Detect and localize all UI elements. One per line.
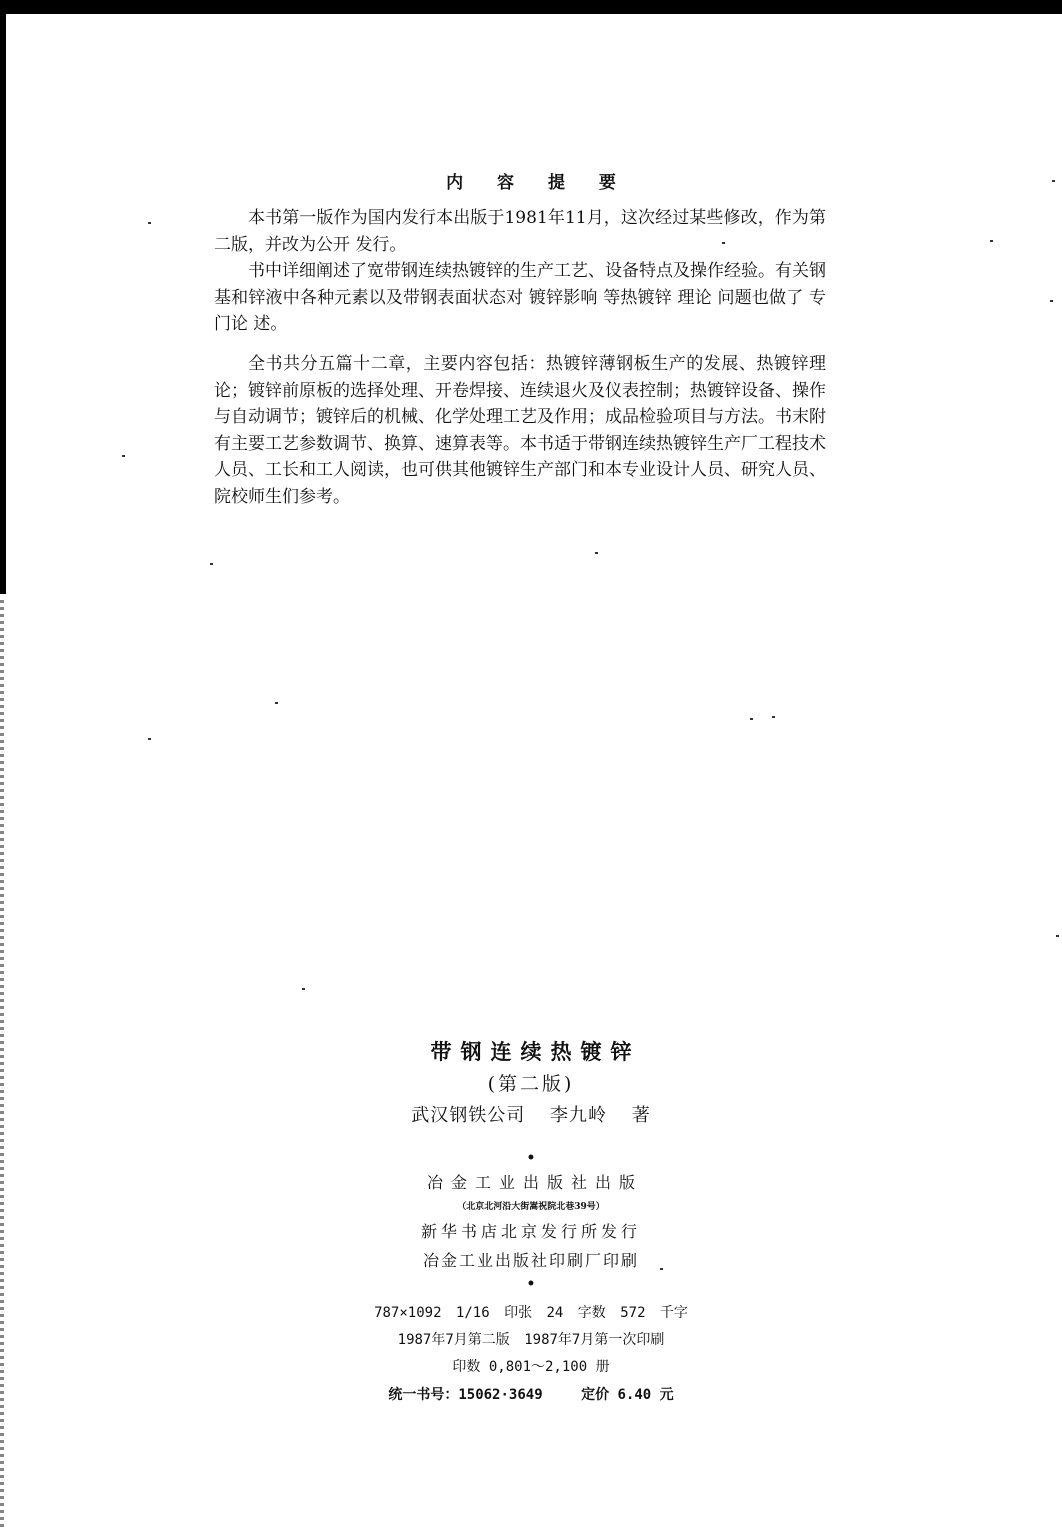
separator-dot: • — [526, 1276, 536, 1292]
format-spec-line: 787×1092 1/16 印张 24 字数 572 千字 — [374, 1305, 688, 1321]
summary-title: 内 容 提 要 — [446, 173, 630, 193]
scan-speck — [122, 455, 125, 457]
distributor-line: 新华书店北京发行所发行 — [420, 1222, 641, 1241]
book-number: 统一书号：15062·3649 — [388, 1387, 543, 1403]
scan-left-border — [0, 14, 6, 594]
scan-speck — [990, 240, 993, 242]
separator-dot: • — [526, 1150, 536, 1166]
edition-label: (第二版) — [487, 1073, 575, 1095]
scan-speck — [1050, 300, 1053, 302]
scan-speck — [772, 716, 775, 718]
scan-speck — [595, 552, 598, 554]
scan-speck — [1056, 935, 1059, 937]
summary-paragraph: 本书第一版作为国内发行本出版于1981年11月，这次经过某些修改，作为第二版，并改为公开 发行。 — [214, 208, 826, 255]
publisher-address: （北京北河沿大街嵩祝院北巷39号） — [457, 1202, 605, 1212]
isbn-price-line — [0, 1384, 1062, 1404]
summary-paragraph: 全书共分五篇十二章，主要内容包括：热镀锌薄钢板生产的发展、热镀锌理论；镀锌前原板的选择处理、开卷焊接、连续退火及仪表控制；热镀锌设备、操作与自动调节；镀锌后的机械、化学处理工艺及作用；成品检验项目与方法。书末附有主要工艺参数调节、换算、速算表等。本书适于带钢连续热镀锌生产厂工程技术人员、工长和工人阅读，也可供其他镀锌生产部门和本专业设计人员、研究人员、院校师生们参考。 — [214, 354, 826, 507]
publisher-line: 冶金工业出版社出版 — [426, 1173, 643, 1192]
scan-speck — [750, 718, 753, 720]
scan-speck — [302, 988, 305, 990]
summary-paragraph: 书中详细阐述了宽带钢连续热镀锌的生产工艺、设备特点及操作经验。有关钢基和锌液中各种元素以及带钢表面状态对 镀锌影响 等热镀锌 理论 问题也做了 专门论 述。 — [214, 261, 826, 334]
author-line: 武汉钢铁公司 李九岭 著 — [411, 1105, 651, 1126]
scan-speck — [210, 563, 213, 565]
edition-dates-line: 1987年7月第二版 1987年7月第一次印刷 — [397, 1332, 665, 1348]
scan-top-border — [0, 0, 1062, 14]
book-title: 带钢连续热镀锌 — [430, 1039, 641, 1064]
printer-line: 冶金工业出版社印刷厂印刷 — [422, 1251, 639, 1270]
scan-speck — [148, 222, 151, 224]
scan-speck — [148, 738, 151, 740]
print-run-line: 印数 0,801～2,100 册 — [452, 1359, 610, 1375]
price-label: 定价 6.40 元 — [581, 1387, 674, 1403]
scan-speck — [275, 702, 278, 704]
